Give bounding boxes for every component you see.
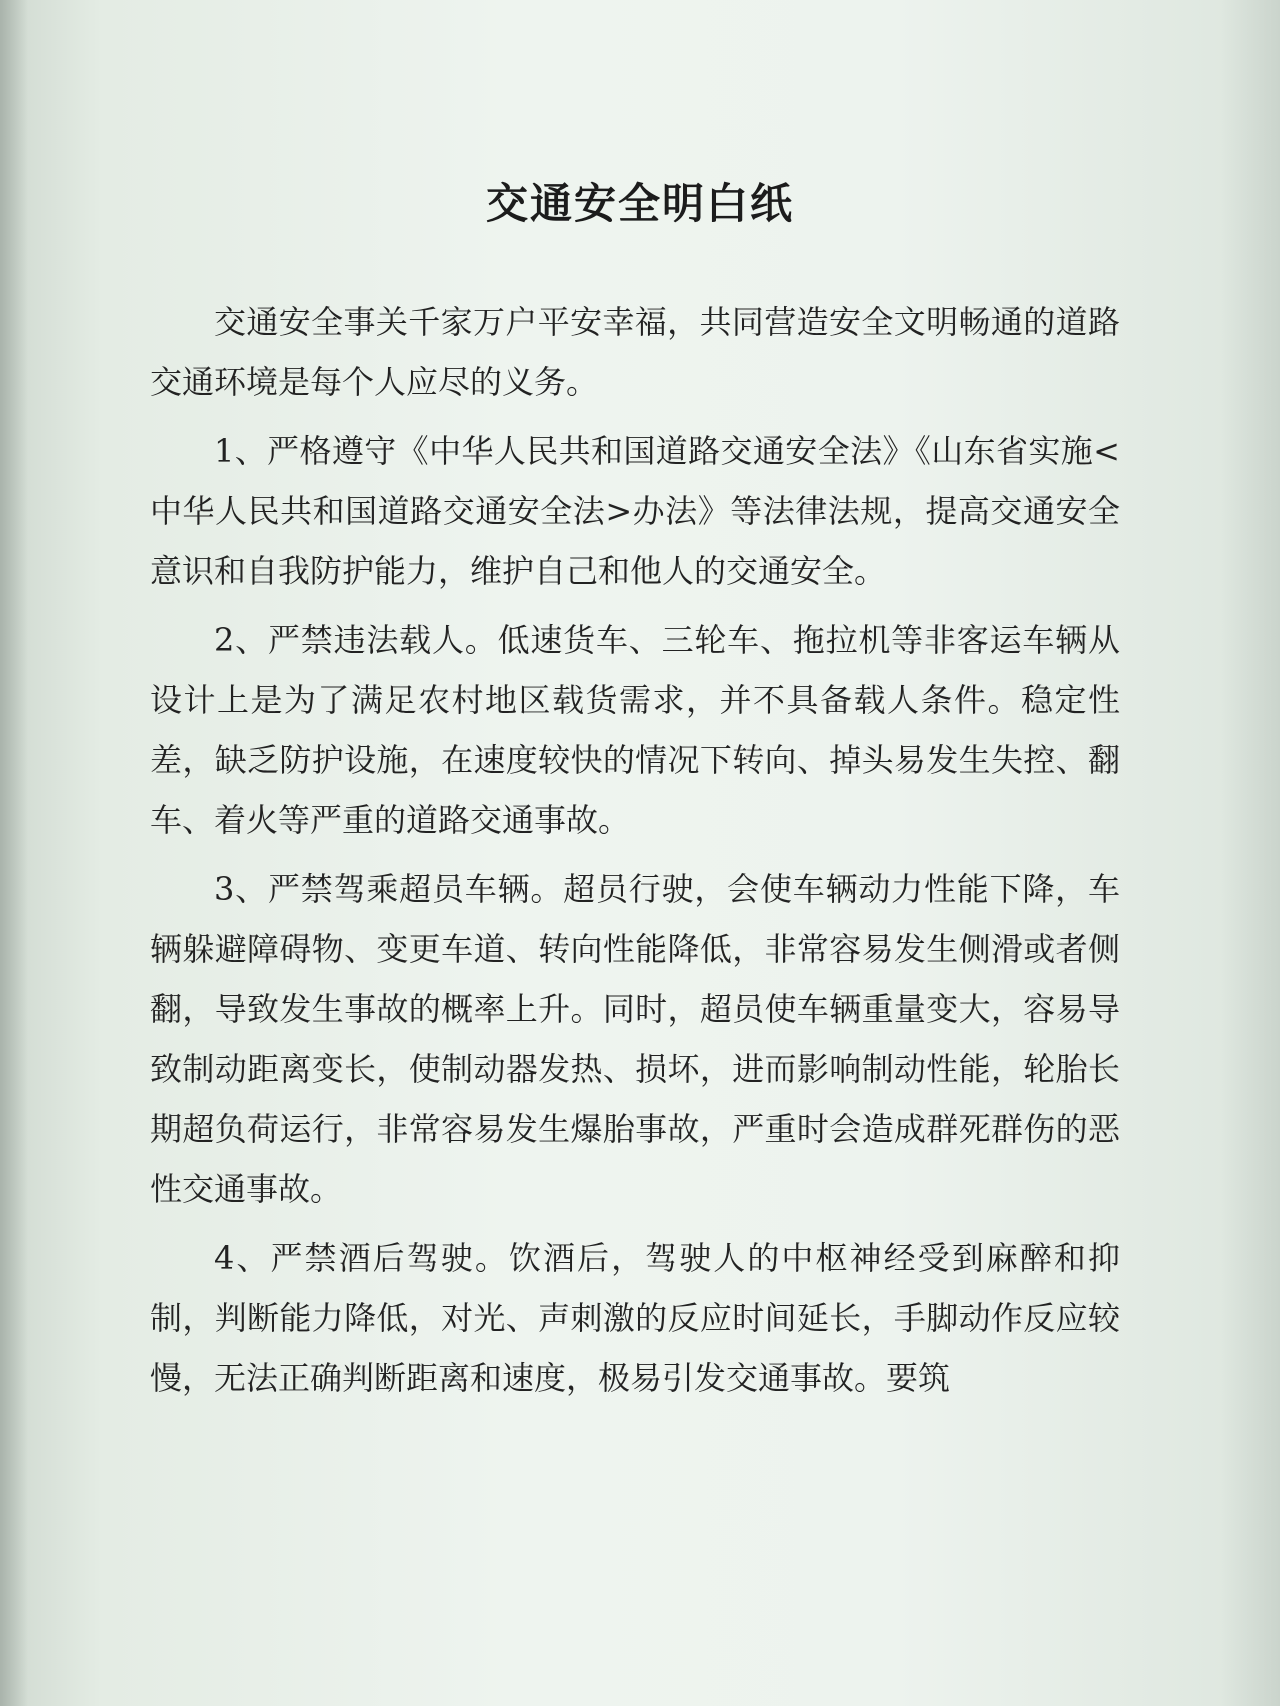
paper-right-fade [1220,0,1280,1706]
paragraph-item-1: 1、严格遵守《中华人民共和国道路交通安全法》《山东省实施<中华人民共和国道路交通安全法>办法》等法律法规，提高交通安全意识和自我防护能力，维护自己和他人的交通安全。 [150,432,1120,590]
paragraph-intro: 交通安全事关千家万户平安幸福，共同营造安全文明畅通的道路交通环境是每个人应尽的义务。 [150,303,1120,401]
paragraph-item-4: 4、严禁酒后驾驶。饮酒后，驾驶人的中枢神经受到麻醉和抑制，判断能力降低，对光、声刺激的反应时间延长，手脚动作反应较慢，无法正确判断距离和速度，极易引发交通事故。要筑 [150,1239,1120,1397]
paper-edge-shadow [0,0,28,1706]
document-body [150,292,1120,1417]
paragraph-item-3: 3、严禁驾乘超员车辆。超员行驶，会使车辆动力性能下降，车辆躲避障碍物、变更车道、转向性能降低，非常容易发生侧滑或者侧翻，导致发生事故的概率上升。同时，超员使车辆重量变大，容易导致制动距离变长，使制动器发热、损坏，进而影响制动性能，轮胎长期超负荷运行，非常容易发生爆胎事故，严重时会造成群死群伤的恶性交通事故。 [150,870,1120,1208]
paragraph-item-2: 2、严禁违法载人。低速货车、三轮车、拖拉机等非客运车辆从设计上是为了满足农村地区载货需求，并不具备载人条件。稳定性差，缺乏防护设施，在速度较快的情况下转向、掉头易发生失控、翻车、着火等严重的道路交通事故。 [150,621,1120,839]
document-title: 交通安全明白纸 [485,179,794,228]
